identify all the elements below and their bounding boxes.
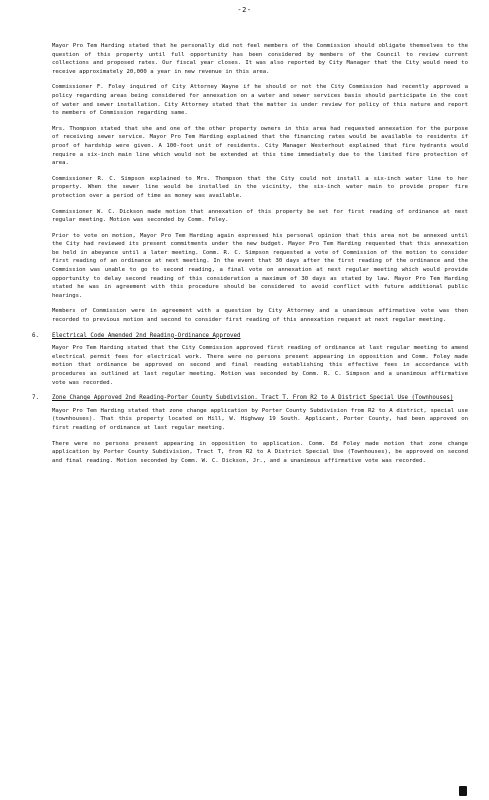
item-number: 7.	[32, 395, 39, 402]
page-number: -2-	[237, 6, 252, 14]
body-paragraph: Members of Commission were in agreement with a question by City Attorney and a unanimous affirmative vote was then recorded to previous motion and second to consider first reading of this annexation request at next regular meeting.	[52, 308, 468, 324]
item-number: 6.	[32, 332, 39, 339]
agenda-item-6	[32, 332, 468, 388]
item-paragraph: There were no persons present appearing in opposition to application. Comm. Ed Foley made motion that zone change application by Porter County Subdivision, Tract T, from R2 to A District Special Use (Townhouses), be approved on second and final reading. Motion seconded by Comm. W. C. Dickson, Jr., and a unanimous affirmative vote was recorded.	[52, 440, 468, 464]
document-body	[32, 42, 468, 472]
body-paragraph: Commissioner F. Foley inquired of City Attorney Wayne if he should or not the City Commission had recently approved a policy regarding areas being considered for annexation on a water and sewer services basis should participate in the cost of water and sewer installation. City Attorney stated that the matter is under review for policy of this nature and report to members of Commission regarding same.	[52, 84, 468, 117]
item-paragraph: Mayor Pro Tem Harding stated that zone change application by Porter County Subdivision from R2 to A district, special use (townhouses). That this property located on Hill, W. Highway 19 South. Applicant, Porter County, had been approved on first reading of ordinance at last regular meeting.	[52, 407, 468, 431]
item-title: Zone Change Approved 2nd Reading-Porter County Subdivision. Tract T. From R2 to A District Special Use (Townhouses)	[52, 395, 454, 402]
agenda-item-7	[32, 394, 468, 465]
body-paragraph: Commissioner R. C. Simpson explained to Mrs. Thompson that the City could not install a six-inch water line to her property. When the sewer line would be installed in the vicinity, the six-inch water main to provide proper fire protection over a period of time as money was available.	[52, 175, 468, 199]
scan-mark	[459, 786, 467, 796]
body-paragraph: Prior to vote on motion, Mayor Pro Tem Harding again expressed his personal opinion that this area not be annexed until the City had reviewed its present commitments under the new budget. Mayor Pro Tem Harding requested that this annexation be held in abeyance until a later meeting. Comm. R. C. Simpson requested a vote of Commission of the motion to consider first reading of an ordinance at next meeting. In the event that 30 days after the first reading of the ordinance and the Commission was unable to go to second reading, a final vote on annexation at next regular meeting which would provide opportunity to delay second reading of this consideration a maximum of 30 days as stated by law. Mayor Pro Tem Harding stated he was in agreement with this procedure should be considered to avoid conflict with future additional public hearings.	[52, 232, 468, 299]
item-paragraph: Mayor Pro Tem Harding stated that the City Commission approved first reading of ordinance at last regular meeting to amend electrical permit fees for electrical work. There were no persons present appearing in opposition and Comm. Foley made motion that ordinance be approved on second and final reading establishing this effective fees in accordance with procedures as outlined at last regular meeting. Motion was seconded by Comm. R. C. Simpson and a unanimous affirmative vote was recorded.	[52, 345, 468, 386]
body-paragraph: Mrs. Thompson stated that she and one of the other property owners in this area had requested annexation for the purpose of receiving sewer service. Mayor Pro Tem Harding explained that the financing rates would be available to residents if proof of hardship were given. A 100-foot unit of residents. City Manager Westerhout explained that fire hydrants would require a six-inch main line which would not be extended at this time immediately due to the limited fire protection of area.	[52, 125, 468, 167]
body-paragraph: Commissioner W. C. Dickson made motion that annexation of this property be set for first reading of ordinance at next regular meeting. Motion was seconded by Comm. Foley.	[52, 208, 468, 224]
body-paragraph: Mayor Pro Tem Harding stated that he personally did not feel members of the Commission should obligate themselves to the question of this property until full opportunity has been considered by members of the Council to review current collections and proposed rates. Our fiscal year closes. It was also reported by City Manager that the City would need to receive approximately 20,000 a year in new revenue in this area.	[52, 43, 468, 75]
item-title: Electrical Code Amended 2nd Reading-Ordinance Approved	[52, 332, 241, 339]
